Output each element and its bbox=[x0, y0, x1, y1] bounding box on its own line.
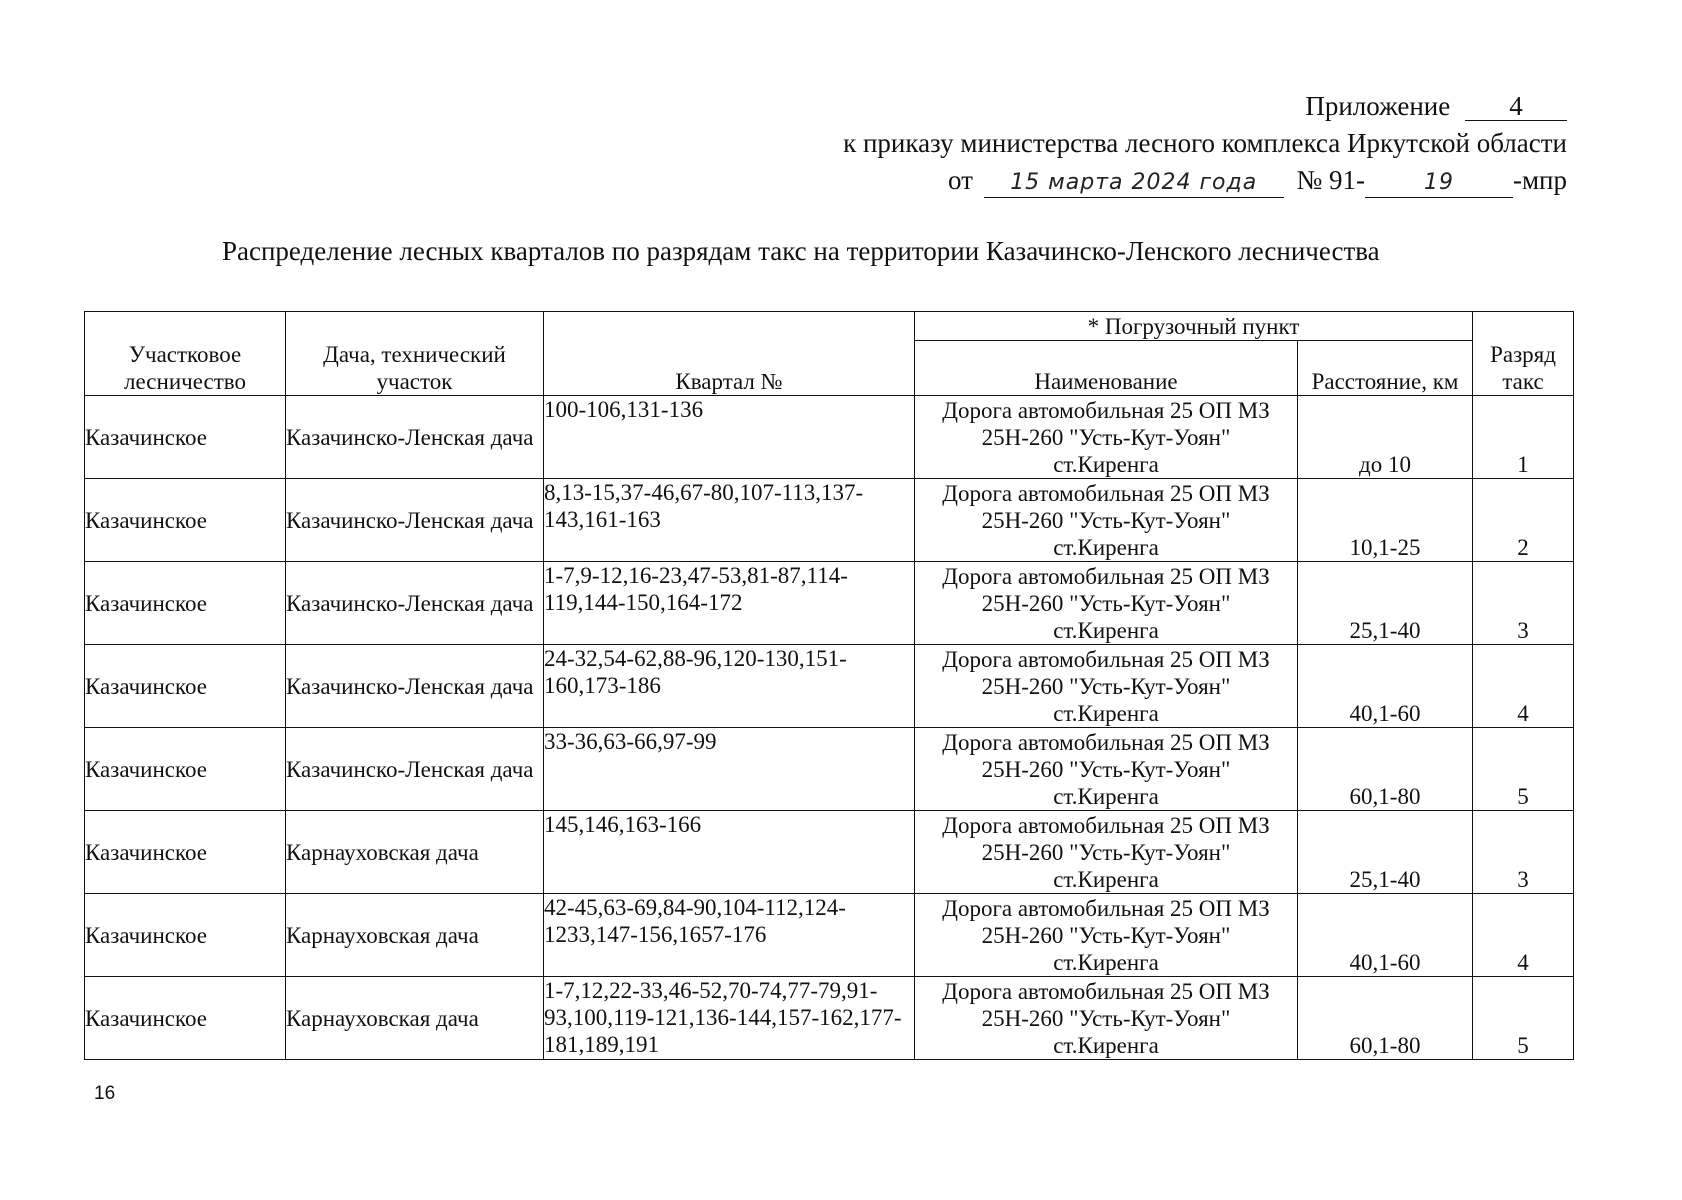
cell-kvartal: 1-7,9-12,16-23,47-53,81-87,114-119,144-150,164-172 bbox=[544, 562, 915, 645]
forest-quarters-table bbox=[84, 311, 1574, 1060]
cell-distance: до 10 bbox=[1298, 396, 1473, 479]
from-label: от bbox=[948, 165, 973, 195]
name-line-2: 25Н-260 "Усть-Кут-Уоян" bbox=[981, 425, 1231, 450]
cell-loading-point-name bbox=[915, 728, 1298, 811]
cell-distance: 10,1-25 bbox=[1298, 479, 1473, 562]
cell-dacha: Казачинско-Ленская дача bbox=[286, 396, 544, 479]
name-line-1: Дорога автомобильная 25 ОП МЗ bbox=[942, 896, 1270, 921]
page-number: 16 bbox=[94, 1083, 116, 1104]
cell-grade: 1 bbox=[1473, 396, 1574, 479]
cell-dacha: Казачинско-Ленская дача bbox=[286, 479, 544, 562]
handwritten-number: 19 bbox=[1365, 169, 1513, 198]
name-line-1: Дорога автомобильная 25 ОП МЗ bbox=[942, 481, 1270, 506]
cell-grade: 2 bbox=[1473, 479, 1574, 562]
header-distance: Расстояние, км bbox=[1298, 341, 1473, 396]
name-line-2: 25Н-260 "Усть-Кут-Уоян" bbox=[981, 508, 1231, 533]
cell-kvartal: 8,13-15,37-46,67-80,107-113,137-143,161-163 bbox=[544, 479, 915, 562]
name-line-1: Дорога автомобильная 25 ОП МЗ bbox=[942, 813, 1270, 838]
name-line-1: Дорога автомобильная 25 ОП МЗ bbox=[942, 398, 1270, 423]
name-line-3: ст.Киренга bbox=[1053, 701, 1159, 726]
cell-kvartal: 42-45,63-69,84-90,104-112,124-1233,147-156,1657-176 bbox=[544, 894, 915, 977]
table-row bbox=[85, 479, 1574, 562]
cell-forestry: Казачинское bbox=[85, 728, 286, 811]
name-line-1: Дорога автомобильная 25 ОП МЗ bbox=[942, 730, 1270, 755]
cell-loading-point-name bbox=[915, 645, 1298, 728]
cell-loading-point-name bbox=[915, 977, 1298, 1060]
name-line-3: ст.Киренга bbox=[1053, 535, 1159, 560]
cell-distance: 25,1-40 bbox=[1298, 811, 1473, 894]
cell-dacha: Карнауховская дача bbox=[286, 977, 544, 1060]
cell-distance: 40,1-60 bbox=[1298, 894, 1473, 977]
cell-distance: 25,1-40 bbox=[1298, 562, 1473, 645]
name-line-2: 25Н-260 "Усть-Кут-Уоян" bbox=[981, 923, 1231, 948]
cell-kvartal: 33-36,63-66,97-99 bbox=[544, 728, 915, 811]
name-line-2: 25Н-260 "Усть-Кут-Уоян" bbox=[981, 591, 1231, 616]
header-kvartal: Квартал № bbox=[544, 312, 915, 396]
name-line-1: Дорога автомобильная 25 ОП МЗ bbox=[942, 564, 1270, 589]
cell-loading-point-name bbox=[915, 811, 1298, 894]
table-row bbox=[85, 562, 1574, 645]
header-forestry: Участковое лесничество bbox=[85, 312, 286, 396]
name-line-3: ст.Киренга bbox=[1053, 867, 1159, 892]
cell-loading-point-name bbox=[915, 479, 1298, 562]
cell-kvartal: 100-106,131-136 bbox=[544, 396, 915, 479]
cell-grade: 4 bbox=[1473, 645, 1574, 728]
name-line-2: 25Н-260 "Усть-Кут-Уоян" bbox=[981, 840, 1231, 865]
name-line-2: 25Н-260 "Усть-Кут-Уоян" bbox=[981, 674, 1231, 699]
cell-kvartal: 145,146,163-166 bbox=[544, 811, 915, 894]
cell-forestry: Казачинское bbox=[85, 894, 286, 977]
table-row bbox=[85, 811, 1574, 894]
cell-forestry: Казачинское bbox=[85, 811, 286, 894]
cell-grade: 5 bbox=[1473, 977, 1574, 1060]
name-line-3: ст.Киренга bbox=[1053, 618, 1159, 643]
cell-distance: 40,1-60 bbox=[1298, 645, 1473, 728]
header-dacha: Дача, технический участок bbox=[286, 312, 544, 396]
table-row bbox=[85, 728, 1574, 811]
name-line-3: ст.Киренга bbox=[1053, 452, 1159, 477]
appendix-header bbox=[843, 88, 1567, 199]
header-grade: Разряд такс bbox=[1473, 312, 1574, 396]
cell-forestry: Казачинское bbox=[85, 645, 286, 728]
header-loading-point: * Погрузочный пункт bbox=[915, 312, 1473, 341]
cell-kvartal: 1-7,12,22-33,46-52,70-74,77-79,91-93,100,119-121,136-144,157-162,177-181,189,191 bbox=[544, 977, 915, 1060]
cell-grade: 3 bbox=[1473, 562, 1574, 645]
cell-grade: 3 bbox=[1473, 811, 1574, 894]
cell-dacha: Казачинско-Ленская дача bbox=[286, 728, 544, 811]
cell-forestry: Казачинское bbox=[85, 479, 286, 562]
table-row bbox=[85, 396, 1574, 479]
appendix-number: 4 bbox=[1465, 92, 1567, 121]
name-line-1: Дорога автомобильная 25 ОП МЗ bbox=[942, 979, 1270, 1004]
cell-dacha: Казачинско-Ленская дача bbox=[286, 645, 544, 728]
cell-loading-point-name bbox=[915, 894, 1298, 977]
cell-distance: 60,1-80 bbox=[1298, 728, 1473, 811]
appendix-label: Приложение bbox=[1305, 91, 1451, 121]
name-line-1: Дорога автомобильная 25 ОП МЗ bbox=[942, 647, 1270, 672]
table-row bbox=[85, 894, 1574, 977]
header-name: Наименование bbox=[915, 341, 1298, 396]
cell-grade: 5 bbox=[1473, 728, 1574, 811]
table-header-row bbox=[85, 312, 1574, 341]
cell-dacha: Казачинско-Ленская дача bbox=[286, 562, 544, 645]
cell-loading-point-name bbox=[915, 396, 1298, 479]
cell-kvartal: 24-32,54-62,88-96,120-130,151-160,173-186 bbox=[544, 645, 915, 728]
order-line: к приказу министерства лесного комплекса Иркутской области bbox=[843, 128, 1567, 158]
name-line-2: 25Н-260 "Усть-Кут-Уоян" bbox=[981, 757, 1231, 782]
name-line-3: ст.Киренга bbox=[1053, 1033, 1159, 1058]
cell-loading-point-name bbox=[915, 562, 1298, 645]
name-line-3: ст.Киренга bbox=[1053, 950, 1159, 975]
cell-dacha: Карнауховская дача bbox=[286, 811, 544, 894]
table-row bbox=[85, 645, 1574, 728]
document-title: Распределение лесных кварталов по разрядам такс на территории Казачинско-Ленского лесничества bbox=[222, 236, 1380, 266]
order-suffix: -мпр bbox=[1512, 165, 1567, 195]
number-label: № 91- bbox=[1296, 165, 1365, 195]
name-line-2: 25Н-260 "Усть-Кут-Уоян" bbox=[981, 1006, 1231, 1031]
cell-forestry: Казачинское bbox=[85, 396, 286, 479]
cell-forestry: Казачинское bbox=[85, 562, 286, 645]
cell-grade: 4 bbox=[1473, 894, 1574, 977]
cell-forestry: Казачинское bbox=[85, 977, 286, 1060]
handwritten-date: 15 марта 2024 года bbox=[984, 169, 1284, 198]
name-line-3: ст.Киренга bbox=[1053, 784, 1159, 809]
table-row bbox=[85, 977, 1574, 1060]
order-date-line bbox=[843, 162, 1567, 199]
cell-dacha: Карнауховская дача bbox=[286, 894, 544, 977]
cell-distance: 60,1-80 bbox=[1298, 977, 1473, 1060]
appendix-line bbox=[843, 88, 1567, 125]
